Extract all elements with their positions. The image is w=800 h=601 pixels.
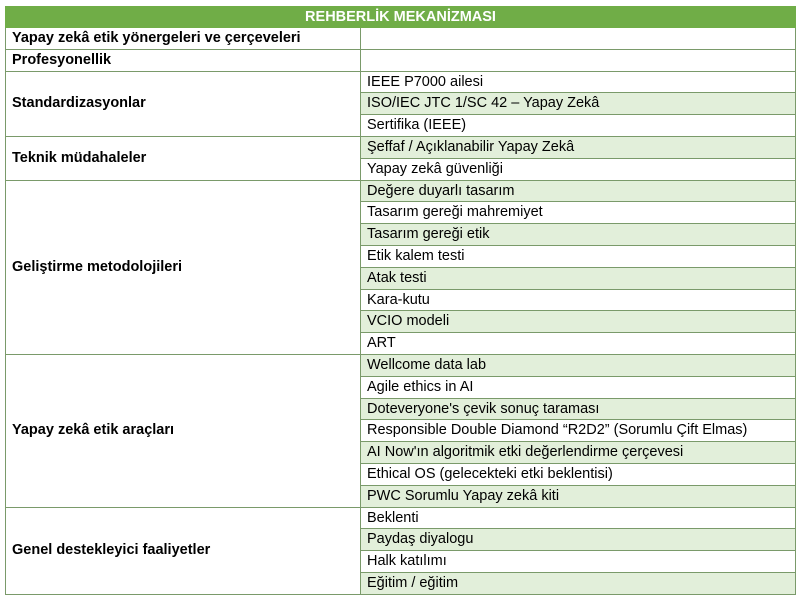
mechanism-item-cell: Tasarım gereği mahremiyet (361, 202, 796, 224)
table-row (6, 136, 796, 158)
mechanism-item-cell: AI Now'ın algoritmik etki değerlendirme çerçevesi (361, 442, 796, 464)
category-cell: Standardizasyonlar (6, 71, 361, 136)
mechanism-item-cell: Şeffaf / Açıklanabilir Yapay Zekâ (361, 136, 796, 158)
mechanism-item-cell: VCIO modeli (361, 311, 796, 333)
table-row (6, 180, 796, 202)
mechanism-item-cell: Atak testi (361, 267, 796, 289)
category-cell: Profesyonellik (6, 49, 361, 71)
mechanism-item-cell: Paydaş diyalogu (361, 529, 796, 551)
mechanism-item-cell: Eğitim / eğitim (361, 572, 796, 594)
mechanism-item-cell: Sertifika (IEEE) (361, 115, 796, 137)
category-cell: Teknik müdahaleler (6, 136, 361, 180)
table-title: REHBERLİK MEKANİZMASI (6, 7, 796, 28)
mechanism-item-cell: PWC Sorumlu Yapay zekâ kiti (361, 485, 796, 507)
table-header-row (6, 7, 796, 28)
mechanism-item-cell: Tasarım gereği etik (361, 224, 796, 246)
category-cell: Yapay zekâ etik yönergeleri ve çerçeveleri (6, 28, 361, 50)
mechanism-item-cell: Değere duyarlı tasarım (361, 180, 796, 202)
mechanism-item-cell: Beklenti (361, 507, 796, 529)
mechanism-item-cell: Responsible Double Diamond “R2D2” (Sorumlu Çift Elmas) (361, 420, 796, 442)
table-row (6, 28, 796, 50)
guidance-mechanism-table (5, 6, 796, 595)
mechanism-item-cell: Ethical OS (gelecekteki etki beklentisi) (361, 463, 796, 485)
table-row (6, 354, 796, 376)
mechanism-item-cell: Agile ethics in AI (361, 376, 796, 398)
mechanism-item-cell (361, 28, 796, 50)
category-cell: Geliştirme metodolojileri (6, 180, 361, 354)
mechanism-item-cell: Kara-kutu (361, 289, 796, 311)
mechanism-item-cell: ART (361, 333, 796, 355)
mechanism-item-cell: ISO/IEC JTC 1/SC 42 – Yapay Zekâ (361, 93, 796, 115)
mechanism-item-cell: Etik kalem testi (361, 245, 796, 267)
mechanism-item-cell: Yapay zekâ güvenliği (361, 158, 796, 180)
mechanism-item-cell: IEEE P7000 ailesi (361, 71, 796, 93)
category-cell: Yapay zekâ etik araçları (6, 354, 361, 507)
category-cell: Genel destekleyici faaliyetler (6, 507, 361, 594)
mechanism-item-cell: Halk katılımı (361, 551, 796, 573)
table-body (6, 28, 796, 595)
mechanism-item-cell: Doteveryone's çevik sonuç taraması (361, 398, 796, 420)
mechanism-item-cell: Wellcome data lab (361, 354, 796, 376)
table-row (6, 49, 796, 71)
table-row (6, 507, 796, 529)
mechanism-item-cell (361, 49, 796, 71)
table-row (6, 71, 796, 93)
